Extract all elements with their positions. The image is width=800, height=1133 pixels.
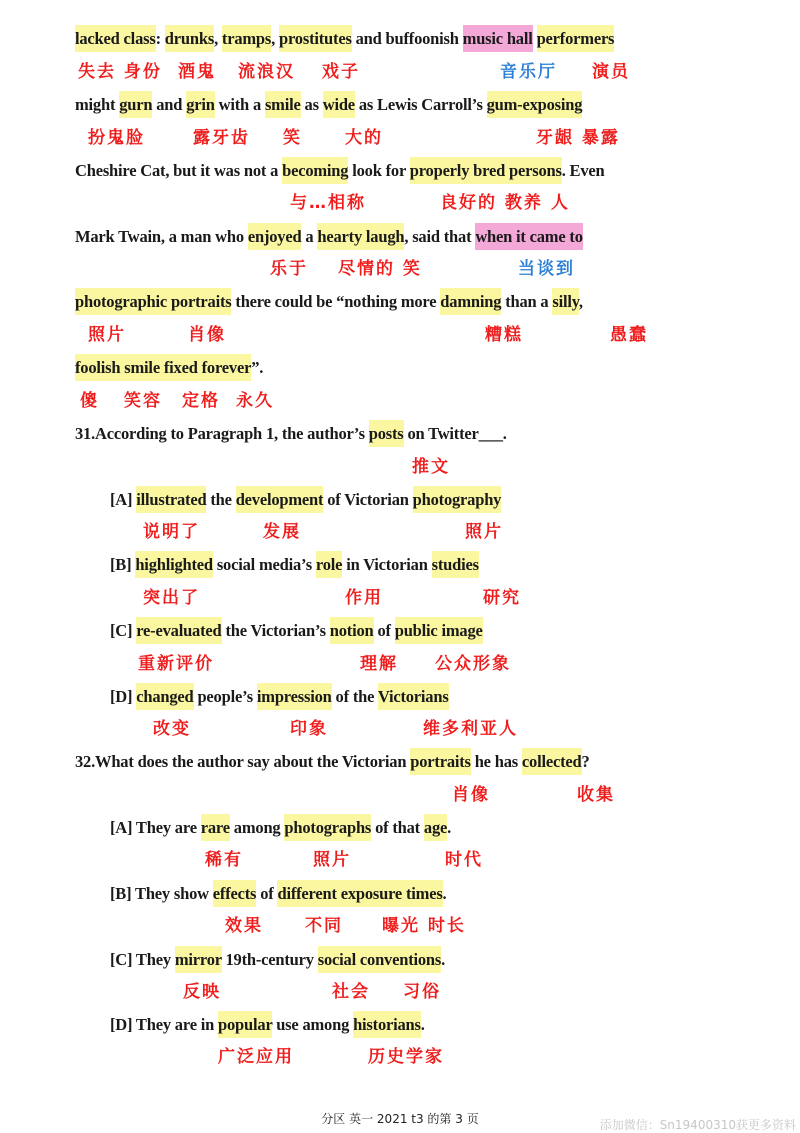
chinese-annotation: 照片 xyxy=(88,325,126,345)
text-line xyxy=(110,620,483,642)
text-segment: . xyxy=(441,950,446,969)
chinese-annotation: 露牙齿 xyxy=(193,128,250,148)
text-line xyxy=(110,686,449,708)
chinese-annotation: 酒鬼 xyxy=(178,62,216,82)
highlighted-word: studies xyxy=(432,551,479,578)
chinese-annotation: 说明了 xyxy=(143,522,200,542)
chinese-annotation: 扮鬼脸 xyxy=(88,128,145,148)
text-segment: . xyxy=(447,818,452,837)
text-segment: of xyxy=(256,884,278,903)
chinese-annotation: 曝光 时长 xyxy=(382,916,466,936)
text-segment: use among xyxy=(272,1015,354,1034)
highlighted-word: properly bred persons xyxy=(410,157,562,184)
text-segment: there could be “nothing more xyxy=(231,292,441,311)
chinese-annotation: 笑容 xyxy=(124,391,162,411)
text-line xyxy=(75,357,263,379)
highlighted-word: different exposure times xyxy=(277,880,442,907)
text-segment: , xyxy=(271,29,279,48)
highlighted-word: lacked class xyxy=(75,25,156,52)
text-line xyxy=(75,423,507,445)
chinese-annotation: 糟糕 xyxy=(485,325,523,345)
text-segment: . xyxy=(420,1015,425,1034)
highlighted-word: collected xyxy=(522,748,582,775)
chinese-annotation: 音乐厅 xyxy=(500,62,557,82)
highlighted-word: wide xyxy=(323,91,355,118)
chinese-annotation: 尽情的 笑 xyxy=(338,259,422,279)
text-line xyxy=(110,554,479,576)
chinese-annotation: 不同 xyxy=(305,916,343,936)
chinese-annotation: 作用 xyxy=(345,588,383,608)
text-segment: with a xyxy=(214,95,265,114)
chinese-annotation: 照片 xyxy=(313,850,351,870)
highlighted-word: mirror xyxy=(175,946,222,973)
highlighted-word: illustrated xyxy=(136,486,206,513)
highlighted-word: tramps xyxy=(222,25,271,52)
highlighted-word: role xyxy=(316,551,342,578)
text-segment: the xyxy=(206,490,236,509)
text-segment: : xyxy=(155,29,165,48)
text-segment: of the xyxy=(331,687,378,706)
chinese-annotation: 牙龈 暴露 xyxy=(536,128,620,148)
highlighted-word: social conventions xyxy=(318,946,441,973)
chinese-annotation: 公众形象 xyxy=(435,654,511,674)
highlighted-word: historians xyxy=(353,1011,421,1038)
chinese-annotation: 收集 xyxy=(577,785,615,805)
chinese-annotation: 大的 xyxy=(345,128,383,148)
text-segment xyxy=(533,25,537,52)
text-segment: 31.According to Paragraph 1, the author’s xyxy=(75,424,369,443)
text-segment: look for xyxy=(348,161,410,180)
chinese-annotation: 乐于 xyxy=(270,259,308,279)
text-segment: [D] xyxy=(110,687,137,706)
text-segment: as xyxy=(300,95,323,114)
highlighted-word: photographic portraits xyxy=(75,288,231,315)
text-segment: social media’s xyxy=(212,555,316,574)
chinese-annotation: 稀有 xyxy=(205,850,243,870)
chinese-annotation: 笑 xyxy=(283,128,302,148)
chinese-annotation: 历史学家 xyxy=(368,1047,444,1067)
text-segment: people’s xyxy=(193,687,257,706)
highlighted-word: posts xyxy=(369,420,404,447)
highlighted-word: effects xyxy=(213,880,256,907)
text-segment: Cheshire Cat, but it was not a xyxy=(75,161,283,180)
text-segment: , xyxy=(578,292,583,311)
highlighted-word: drunks xyxy=(165,25,214,52)
highlighted-word: impression xyxy=(257,683,332,710)
highlighted-word: notion xyxy=(330,617,374,644)
highlighted-word: prostitutes xyxy=(279,25,352,52)
chinese-annotation: 发展 xyxy=(263,522,301,542)
chinese-annotation: 印象 xyxy=(290,719,328,739)
chinese-annotation: 愚蠢 xyxy=(610,325,648,345)
text-segment: [B] xyxy=(110,555,136,574)
text-segment: he has xyxy=(470,752,522,771)
chinese-annotation: 傻 xyxy=(80,391,99,411)
highlighted-word: age xyxy=(424,814,447,841)
text-line xyxy=(75,28,614,50)
chinese-annotation: 理解 xyxy=(360,654,398,674)
text-segment: ”. xyxy=(251,358,264,377)
chinese-annotation: 良好的 教养 人 xyxy=(440,193,570,213)
text-segment: , xyxy=(214,29,222,48)
text-segment: [C] They xyxy=(110,950,175,969)
text-segment: as Lewis Carroll’s xyxy=(354,95,487,114)
text-segment: of Victorian xyxy=(323,490,413,509)
chinese-annotation: 肖像 xyxy=(188,325,226,345)
text-line xyxy=(75,94,582,116)
chinese-annotation: 戏子 xyxy=(322,62,360,82)
text-line xyxy=(110,817,451,839)
highlighted-word: grin xyxy=(186,91,215,118)
chinese-annotation: 时代 xyxy=(445,850,483,870)
text-segment: . Even xyxy=(561,161,605,180)
text-line xyxy=(110,489,501,511)
chinese-annotation: 习俗 xyxy=(403,982,441,1002)
highlighted-word: becoming xyxy=(282,157,348,184)
highlighted-word: hearty laugh xyxy=(317,223,404,250)
text-segment: [A] xyxy=(110,490,137,509)
chinese-annotation: 与…相称 xyxy=(290,193,366,213)
text-line xyxy=(110,1014,425,1036)
text-segment: [D] They are in xyxy=(110,1015,219,1034)
highlighted-word: changed xyxy=(136,683,193,710)
text-segment: among xyxy=(229,818,285,837)
highlighted-word: gurn xyxy=(119,91,152,118)
chinese-annotation: 流浪汉 xyxy=(238,62,295,82)
text-segment: . xyxy=(442,884,447,903)
text-segment: [B] They show xyxy=(110,884,213,903)
text-segment: of that xyxy=(371,818,424,837)
chinese-annotation: 社会 xyxy=(332,982,370,1002)
highlighted-word: photography xyxy=(413,486,502,513)
highlighted-word: damning xyxy=(440,288,501,315)
text-segment: [A] They are xyxy=(110,818,201,837)
chinese-annotation: 照片 xyxy=(465,522,503,542)
text-segment: in Victorian xyxy=(342,555,432,574)
text-segment: than a xyxy=(501,292,553,311)
watermark: 添加微信：Sn19400310获更多资料 xyxy=(599,1118,796,1132)
text-segment: 19th-century xyxy=(221,950,318,969)
highlighted-word: silly xyxy=(552,288,579,315)
highlighted-word: portraits xyxy=(410,748,471,775)
text-line xyxy=(75,226,583,248)
highlighted-word: re-evaluated xyxy=(136,617,221,644)
highlighted-word: enjoyed xyxy=(248,223,302,250)
chinese-annotation: 效果 xyxy=(225,916,263,936)
highlighted-word: highlighted xyxy=(135,551,213,578)
text-line xyxy=(110,949,445,971)
chinese-annotation: 重新评价 xyxy=(138,654,214,674)
text-line xyxy=(110,883,446,905)
text-segment: and buffoonish xyxy=(351,29,463,48)
text-segment: Mark Twain, a man who xyxy=(75,227,248,246)
text-segment: might xyxy=(75,95,120,114)
text-line xyxy=(75,291,583,313)
text-line xyxy=(75,751,590,773)
chinese-annotation: 维多利亚人 xyxy=(423,719,518,739)
highlighted-word: development xyxy=(236,486,324,513)
text-segment: a xyxy=(301,227,318,246)
chinese-annotation: 定格 xyxy=(182,391,220,411)
highlighted-word: photographs xyxy=(284,814,371,841)
text-segment: of xyxy=(373,621,395,640)
highlighted-word: Victorians xyxy=(378,683,449,710)
highlighted-word: when it came to xyxy=(475,223,582,250)
highlighted-word: rare xyxy=(201,814,230,841)
highlighted-word: performers xyxy=(537,25,615,52)
text-segment: the Victorian’s xyxy=(221,621,330,640)
chinese-annotation: 反映 xyxy=(183,982,221,1002)
text-line xyxy=(75,160,605,182)
chinese-annotation: 失去 身份 xyxy=(78,62,162,82)
chinese-annotation: 当谈到 xyxy=(518,259,575,279)
chinese-annotation: 改变 xyxy=(153,719,191,739)
text-segment: 32.What does the author say about the Victorian xyxy=(75,752,411,771)
chinese-annotation: 永久 xyxy=(236,391,274,411)
chinese-annotation: 肖像 xyxy=(452,785,490,805)
chinese-annotation: 广泛应用 xyxy=(218,1047,294,1067)
chinese-annotation: 演员 xyxy=(592,62,630,82)
highlighted-word: music hall xyxy=(463,25,533,52)
text-segment: on Twitter___. xyxy=(403,424,507,443)
highlighted-word: gum-exposing xyxy=(487,91,583,118)
text-segment: ? xyxy=(581,752,590,771)
highlighted-word: public image xyxy=(395,617,483,644)
highlighted-word: smile xyxy=(265,91,301,118)
text-segment: , said that xyxy=(404,227,476,246)
chinese-annotation: 研究 xyxy=(483,588,521,608)
highlighted-word: popular xyxy=(218,1011,272,1038)
highlighted-word: foolish smile fixed forever xyxy=(75,354,251,381)
page-footer: 分区 英一 2021 t3 的第 3 页 xyxy=(321,1112,479,1126)
chinese-annotation: 突出了 xyxy=(143,588,200,608)
text-segment: and xyxy=(152,95,187,114)
text-segment: [C] xyxy=(110,621,137,640)
chinese-annotation: 推文 xyxy=(412,457,450,477)
